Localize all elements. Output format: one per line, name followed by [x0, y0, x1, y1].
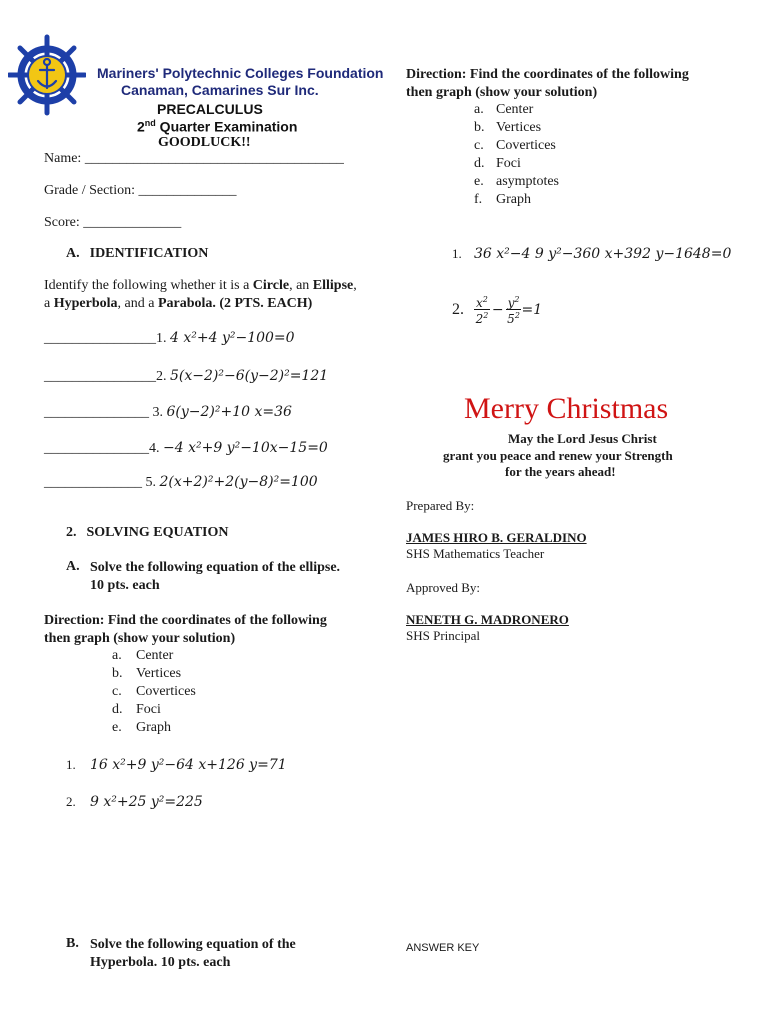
name-blank[interactable]: _____________________________________: [84, 151, 344, 166]
list-text: Center: [136, 648, 174, 663]
direction-text-right: [406, 66, 689, 102]
sub-a-line2: 10 pts. each: [90, 578, 160, 593]
list-letter: b.: [474, 120, 485, 135]
answer-blank[interactable]: ______________: [44, 475, 142, 490]
school-logo: [8, 34, 86, 116]
ellipse-equation-2: [66, 794, 203, 811]
name-label: Name:: [44, 151, 85, 166]
eq-number: 2.: [452, 300, 464, 318]
word-hyperbola: Hyperbola: [53, 296, 118, 311]
word-circle: Circle: [252, 278, 290, 293]
score-label: Score:: [44, 215, 84, 230]
school-address: Canaman, Camarines Sur Inc.: [121, 82, 319, 98]
identification-item[interactable]: [44, 330, 295, 347]
eq-number: 1.: [452, 246, 462, 261]
list-item: [112, 719, 196, 737]
part-2-number: 2.: [66, 525, 77, 540]
frac-x-num: x: [476, 296, 483, 310]
ellipse-equation-1: [66, 757, 287, 774]
approved-by-name: NENETH G. MADRONERO: [406, 612, 569, 627]
blessing-line-2: grant you peace and renew your Strength: [443, 448, 673, 463]
prepared-by-label: Prepared By:: [406, 498, 475, 513]
frac-x-den-exp: 2: [483, 311, 489, 320]
exam-number: 2: [137, 118, 145, 135]
list-item: [112, 683, 196, 701]
blessing-line-1: May the Lord Jesus Christ: [508, 431, 657, 446]
sub-b-letter: B.: [66, 936, 79, 951]
prepared-by-title: SHS Mathematics Teacher: [406, 546, 545, 561]
list-letter: d.: [474, 156, 485, 171]
eq-text: 16 x²+9 y²−64 x+126 y=71: [90, 757, 287, 773]
frac-y-den: 5: [507, 312, 515, 326]
eq-text: 9 x²+25 y²=225: [90, 794, 203, 810]
item-number: 5.: [142, 475, 160, 490]
approved-by-title: SHS Principal: [406, 628, 481, 643]
list-item: [112, 647, 196, 665]
list-text: Graph: [136, 720, 171, 735]
frac-y-num-exp: 2: [514, 295, 520, 304]
grade-label: Grade / Section:: [44, 183, 139, 198]
answer-blank[interactable]: _______________: [44, 405, 149, 420]
list-text: Foci: [496, 156, 521, 171]
school-name: Mariners' Polytechnic Colleges Foundation: [97, 65, 384, 81]
list-letter: f.: [474, 192, 483, 207]
subject-title: PRECALCULUS: [157, 101, 263, 117]
part-2-title: SOLVING EQUATION: [86, 525, 229, 540]
exam-title-rest: Quarter Examination: [155, 118, 298, 135]
item-number: 1.: [156, 331, 170, 346]
frac-y-den-exp: 2: [514, 311, 520, 320]
fraction-y: [506, 294, 522, 325]
instr-text-2: , an: [289, 278, 313, 293]
item-equation: 6(y−2)²+10 x=36: [166, 404, 292, 420]
name-field[interactable]: [44, 151, 344, 167]
prepared-by-name: JAMES HIRO B. GERALDINO: [406, 530, 587, 545]
item-equation: −4 x²+9 y²−10x−15=0: [163, 440, 328, 456]
hyperbola-equation-2: [452, 294, 542, 325]
sub-b-line2: Hyperbola. 10 pts. each: [90, 955, 231, 970]
eq-text: 36 x²−4 9 y²−360 x+392 y−1648=0: [474, 246, 732, 262]
sub-b-heading: [90, 936, 296, 972]
instr-text-3: ,: [353, 278, 357, 293]
eq2-minus: −: [491, 301, 504, 318]
list-letter: c.: [474, 138, 484, 153]
sub-a-heading: [90, 559, 340, 595]
instr-text-5: , and a: [117, 296, 158, 311]
part-a-heading: [66, 246, 208, 262]
item-equation: 2(x+2)²+2(y−8)²=100: [159, 474, 318, 490]
fraction-x: [474, 294, 490, 325]
identification-item[interactable]: [44, 440, 328, 457]
list-item: [474, 173, 559, 191]
frac-y-num: y: [507, 296, 515, 310]
word-parabola: Parabola.: [157, 296, 216, 311]
direction-line2: then graph (show your solution): [44, 631, 236, 646]
list-text: Vertices: [496, 120, 542, 135]
list-letter: a.: [112, 648, 122, 663]
blessing-line-3: for the years ahead!: [505, 464, 616, 479]
part-2-heading: [66, 525, 228, 541]
part-a-title: IDENTIFICATION: [89, 246, 209, 261]
list-text: Vertices: [136, 666, 182, 681]
item-number: 4.: [149, 441, 163, 456]
approved-by-label: Approved By:: [406, 580, 481, 595]
list-item: [112, 701, 196, 719]
direction-line1: Direction: Find the coordinates of the following: [406, 67, 689, 82]
instr-text-4: a: [44, 296, 54, 311]
goodluck-text: GOODLUCK!!: [158, 135, 251, 150]
item-number: 3.: [149, 405, 167, 420]
list-letter: d.: [112, 702, 123, 717]
instr-points: (2 PTS. EACH): [215, 296, 313, 311]
identification-item[interactable]: [44, 474, 318, 491]
list-letter: e.: [112, 720, 122, 735]
eq2-rhs: =1: [521, 301, 543, 318]
score-field[interactable]: [44, 215, 181, 231]
list-letter: a.: [474, 102, 484, 117]
list-item: [474, 137, 559, 155]
sub-b-line1: Solve the following equation of the: [90, 937, 296, 952]
grade-blank[interactable]: ______________: [138, 183, 237, 198]
direction-line2: then graph (show your solution): [406, 85, 598, 100]
hyperbola-equation-1: [452, 246, 731, 263]
list-letter: c.: [112, 684, 122, 699]
list-text: Covertices: [136, 684, 196, 699]
identification-item[interactable]: [44, 368, 328, 385]
word-ellipse: Ellipse: [312, 278, 354, 293]
frac-x-num-exp: 2: [482, 295, 488, 304]
eq-number: 2.: [66, 794, 76, 809]
list-text: asymptotes: [496, 174, 559, 189]
eq-number: 1.: [66, 757, 76, 772]
list-text: Graph: [496, 192, 531, 207]
list-letter: b.: [112, 666, 123, 681]
ellipse-list: [112, 647, 196, 737]
score-blank[interactable]: ______________: [83, 215, 182, 230]
list-item: [474, 191, 559, 209]
list-letter: e.: [474, 174, 484, 189]
instr-text-1: Identify the following whether it is a: [44, 278, 253, 293]
grade-section-field[interactable]: [44, 183, 236, 199]
sub-a-letter: A.: [66, 559, 80, 574]
direction-text-left: [44, 612, 327, 648]
list-item: [474, 101, 559, 119]
list-text: Foci: [136, 702, 161, 717]
answer-blank[interactable]: _______________: [44, 441, 149, 456]
item-number: 2.: [156, 369, 170, 384]
answer-blank[interactable]: ________________: [44, 331, 156, 346]
item-equation: 5(x−2)²−6(y−2)²=121: [170, 368, 329, 384]
direction-line1: Direction: Find the coordinates of the following: [44, 613, 327, 628]
identification-item[interactable]: [44, 404, 292, 421]
item-equation: 4 x²+4 y²−100=0: [170, 330, 295, 346]
list-item: [474, 155, 559, 173]
exam-title: [137, 118, 297, 135]
frac-x-den: 2: [475, 312, 484, 326]
answer-blank[interactable]: ________________: [44, 369, 156, 384]
sub-a-line1: Solve the following equation of the ellipse.: [90, 560, 341, 575]
part-a-letter: A.: [66, 246, 80, 261]
list-text: Covertices: [496, 138, 556, 153]
merry-christmas-heading: Merry Christmas: [464, 392, 669, 425]
list-text: Center: [496, 102, 534, 117]
part-a-instructions: [44, 277, 357, 313]
list-item: [474, 119, 559, 137]
list-item: [112, 665, 196, 683]
exam-ordinal: nd: [144, 118, 156, 128]
hyperbola-list: [474, 101, 559, 209]
answer-key-label: ANSWER KEY: [406, 942, 480, 954]
